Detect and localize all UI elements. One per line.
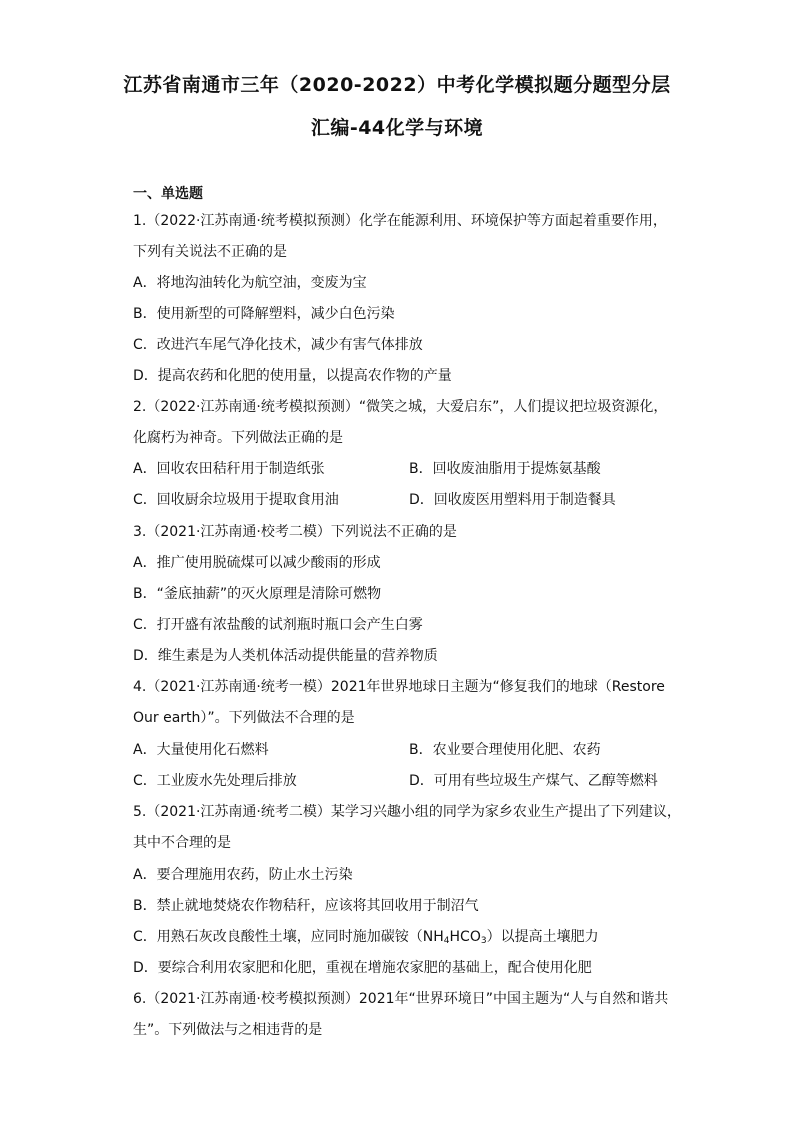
question-1-option-a: A．将地沟油转化为航空油，变废为宝: [133, 275, 367, 291]
question-6-stem: 6.（2021·江苏南通·校考模拟预测）2021年“世界环境日”中国主题为“人与自然和谐共: [133, 991, 669, 1007]
question-1-stem: 1.（2022·江苏南通·统考模拟预测）化学在能源利用、环境保护等方面起着重要作用，: [133, 213, 667, 229]
question-4-option-c: C．工业废水先处理后排放: [133, 773, 297, 789]
section-heading: 一、单选题: [133, 186, 203, 202]
option-c-text-1: C．用熟石灰改良酸性土壤，应同时施加碳铵（NH: [133, 929, 444, 945]
question-2-option-a: A．回收农田秸秆用于制造纸张: [133, 461, 325, 477]
question-2-option-c: C．回收厨余垃圾用于提取食用油: [133, 492, 339, 508]
document-title-line-2: 汇编-44化学与环境: [310, 117, 484, 139]
question-2-stem-cont: 化腐朽为神奇。下列做法正确的是: [133, 430, 343, 446]
question-5-stem: 5.（2021·江苏南通·统考二模）某学习兴趣小组的同学为家乡农业生产提出了下列建议，: [133, 804, 681, 820]
question-1-option-b: B．使用新型的可降解塑料，减少白色污染: [133, 306, 395, 322]
question-4-stem-cont: Our earth）”。下列做法不合理的是: [133, 710, 355, 726]
question-3-option-a: A．推广使用脱硫煤可以减少酸雨的形成: [133, 555, 381, 571]
question-5-option-b: B．禁止就地焚烧农作物秸秆，应该将其回收用于制沼气: [133, 898, 479, 914]
question-4-stem: 4.（2021·江苏南通·统考一模）2021年世界地球日主题为“修复我们的地球（Restore: [133, 679, 665, 695]
question-3-option-d: D．维生素是为人类机体活动提供能量的营养物质: [133, 648, 438, 664]
question-6-stem-cont: 生”。下列做法与之相违背的是: [133, 1022, 323, 1038]
question-4-option-a: A．大量使用化石燃料: [133, 742, 269, 758]
document-title-line-1: 江苏省南通市三年（2020-2022）中考化学模拟题分题型分层: [123, 74, 671, 96]
option-c-text-3: ）以提高土壤肥力: [486, 929, 599, 945]
question-2-stem: 2.（2022·江苏南通·统考模拟预测）“微笑之城，大爱启东”，人们提议把垃圾资源化，: [133, 399, 668, 415]
question-4-option-b: B．农业要合理使用化肥、农药: [409, 742, 601, 758]
question-5-option-c: [133, 927, 599, 951]
question-5-option-d: D．要综合利用农家肥和化肥，重视在增施农家肥的基础上，配合使用化肥: [133, 960, 592, 976]
subscript-3: 3: [480, 936, 487, 946]
question-3-stem: 3.（2021·江苏南通·校考二模）下列说法不正确的是: [133, 524, 457, 540]
question-3-option-c: C．打开盛有浓盐酸的试剂瓶时瓶口会产生白雾: [133, 617, 423, 633]
question-2-option-b: B．回收废油脂用于提炼氨基酸: [409, 461, 601, 477]
question-1-stem-cont: 下列有关说法不正确的是: [133, 244, 287, 260]
subscript-4: 4: [443, 936, 450, 946]
question-5-option-a: A．要合理施用农药，防止水土污染: [133, 867, 353, 883]
question-1-option-d: D．提高农药和化肥的使用量，以提高农作物的产量: [133, 368, 452, 384]
question-1-option-c: C．改进汽车尾气净化技术，减少有害气体排放: [133, 337, 423, 353]
question-2-option-d: D．回收废医用塑料用于制造餐具: [409, 492, 616, 508]
option-c-text-2: HCO: [449, 929, 481, 945]
question-4-option-d: D．可用有些垃圾生产煤气、乙醇等燃料: [409, 773, 658, 789]
question-5-stem-cont: 其中不合理的是: [133, 835, 231, 851]
question-3-option-b: B．“釜底抽薪”的灭火原理是清除可燃物: [133, 586, 382, 602]
